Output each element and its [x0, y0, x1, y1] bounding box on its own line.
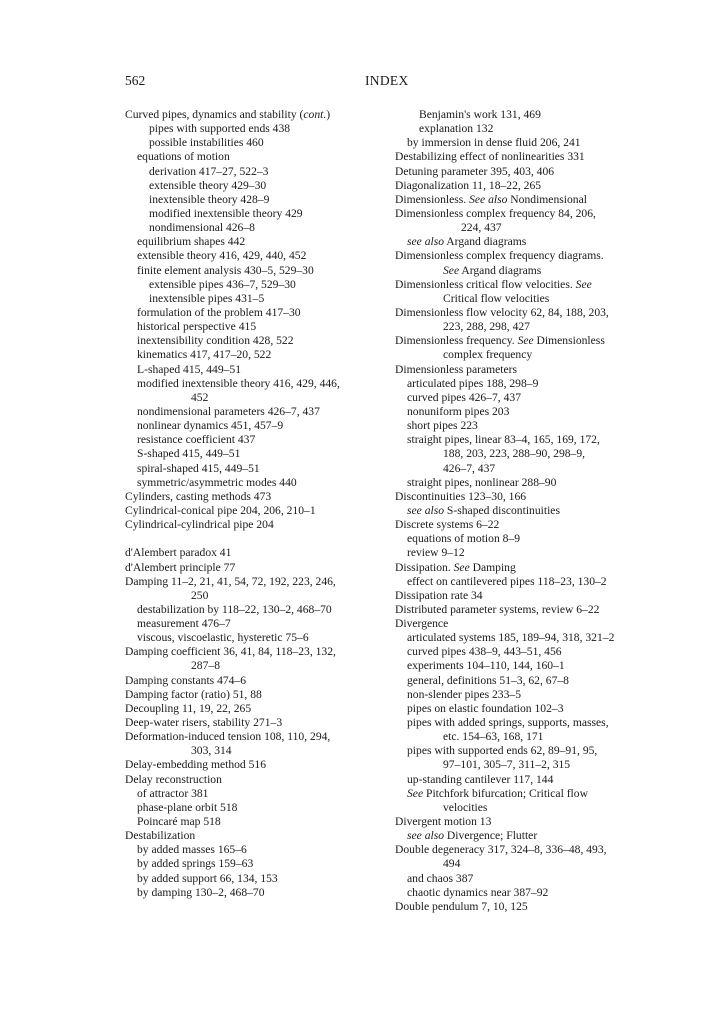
index-entry: Decoupling 11, 19, 22, 265	[125, 701, 252, 715]
index-subentry: Benjamin's work 131, 469	[419, 108, 541, 121]
index-entry-continuation: 223, 288, 298, 427	[443, 320, 530, 334]
index-subentry: articulated systems 185, 189–94, 318, 321–2	[407, 631, 615, 645]
index-entry: Dimensionless parameters	[395, 362, 518, 376]
index-entry-continuation: 224, 437	[461, 221, 502, 235]
index-subentry: extensible theory 429–30	[149, 178, 267, 192]
index-subentry: extensible pipes 436–7, 529–30	[149, 277, 296, 291]
index-subentry: review 9–12	[407, 546, 465, 560]
index-subentry: chaotic dynamics near 387–92	[407, 885, 549, 899]
index-subentry: non-slender pipes 233–5	[407, 687, 521, 701]
index-subentry: see also S-shaped discontinuities	[407, 503, 560, 517]
index-subentry: Poincaré map 518	[137, 815, 221, 829]
index-subentry: modified inextensible theory 416, 429, 446,	[137, 376, 340, 390]
index-subentry: effect on cantilevered pipes 118–23, 130–2	[407, 574, 607, 588]
index-subentry: inextensible pipes 431–5	[149, 291, 265, 305]
index-entry: Curved pipes, dynamics and stability (cont.)	[125, 108, 331, 121]
index-entry: Discrete systems 6–22	[395, 518, 500, 532]
index-column-left	[125, 108, 390, 900]
index-entry: Diagonalization 11, 18–22, 265	[395, 178, 542, 192]
index-subentry: pipes with added springs, supports, masses,	[407, 716, 609, 730]
index-subentry: finite element analysis 430–5, 529–30	[137, 263, 314, 277]
index-subentry: possible instabilities 460	[149, 136, 264, 150]
index-entry: Damping constants 474–6	[125, 673, 247, 687]
index-entry: Dimensionless complex frequency diagrams.	[395, 249, 604, 263]
index-subentry: experiments 104–110, 144, 160–1	[407, 659, 565, 673]
index-entry: Detuning parameter 395, 403, 406	[395, 164, 555, 178]
index-subentry: inextensible theory 428–9	[149, 192, 270, 206]
index-entry-continuation: Critical flow velocities	[443, 291, 550, 305]
index-subentry: general, definitions 51–3, 62, 67–8	[407, 673, 569, 687]
index-entry: Divergence	[395, 617, 449, 631]
index-subentry: by added support 66, 134, 153	[137, 871, 278, 885]
index-subentry: extensible theory 416, 429, 440, 452	[137, 249, 307, 263]
index-subentry: by added masses 165–6	[137, 843, 247, 857]
index-subentry: straight pipes, nonlinear 288–90	[407, 475, 557, 489]
index-subentry: nonlinear dynamics 451, 457–9	[137, 419, 284, 433]
index-subentry: curved pipes 438–9, 443–51, 456	[407, 645, 562, 659]
index-subentry: and chaos 387	[407, 871, 474, 885]
running-head: INDEX	[365, 73, 409, 88]
index-subentry: see also Divergence; Flutter	[407, 829, 538, 843]
index-entry: Cylinders, casting methods 473	[125, 489, 272, 503]
index-entry-continuation: 250	[191, 588, 209, 602]
index-subentry: formulation of the problem 417–30	[137, 305, 301, 319]
index-entry-continuation: 426–7, 437	[443, 461, 496, 475]
index-spacer	[125, 532, 390, 546]
index-subentry: historical perspective 415	[137, 320, 257, 334]
index-entry: Dissipation. See Damping	[395, 560, 516, 574]
index-subentry: symmetric/asymmetric modes 440	[137, 475, 297, 489]
index-subentry: L-shaped 415, 449–51	[137, 362, 242, 376]
index-subentry: equations of motion 8–9	[407, 532, 521, 546]
index-subentry: See Pitchfork bifurcation; Critical flow	[407, 786, 588, 800]
index-subentry: pipes with supported ends 438	[149, 122, 291, 136]
page-number: 562	[125, 73, 146, 88]
index-entry: Destabilization	[125, 829, 196, 843]
index-subentry: by damping 130–2, 468–70	[137, 885, 265, 899]
index-entry: Damping factor (ratio) 51, 88	[125, 687, 262, 701]
index-entry: Dimensionless critical flow velocities. See	[395, 277, 592, 291]
index-entry: Delay reconstruction	[125, 772, 222, 786]
index-entry: Discontinuities 123–30, 166	[395, 489, 527, 503]
index-entry: Double pendulum 7, 10, 125	[395, 899, 528, 913]
index-entry: d'Alembert paradox 41	[125, 546, 232, 560]
index-subentry: nondimensional 426–8	[149, 221, 255, 235]
index-subentry: derivation 417–27, 522–3	[149, 164, 269, 178]
index-subentry: modified inextensible theory 429	[149, 206, 303, 220]
index-subentry: by immersion in dense fluid 206, 241	[407, 136, 581, 150]
index-subentry: curved pipes 426–7, 437	[407, 390, 521, 404]
index-subentry: phase-plane orbit 518	[137, 800, 238, 814]
index-entry-continuation: velocities	[443, 800, 488, 814]
index-subentry: S-shaped 415, 449–51	[137, 447, 241, 461]
index-subentry: by added springs 159–63	[137, 857, 254, 871]
index-entry: Deep-water risers, stability 271–3	[125, 716, 283, 730]
index-subentry: nonuniform pipes 203	[407, 404, 510, 418]
index-entry-continuation: 303, 314	[191, 744, 232, 758]
index-entry: Dimensionless frequency. See Dimensionless	[395, 334, 605, 348]
index-subentry: equations of motion	[137, 150, 230, 164]
index-entry: Dimensionless complex frequency 84, 206,	[395, 206, 596, 220]
index-entry: Distributed parameter systems, review 6–22	[395, 602, 600, 616]
index-entry-continuation: complex frequency	[443, 348, 533, 362]
index-subentry: up-standing cantilever 117, 144	[407, 772, 554, 786]
index-entry-continuation: 452	[191, 390, 209, 404]
index-entry-continuation: etc. 154–63, 168, 171	[443, 730, 544, 744]
index-entry: Damping coefficient 36, 41, 84, 118–23, 132,	[125, 645, 336, 659]
index-subentry: inextensibility condition 428, 522	[137, 334, 294, 348]
index-entry: d'Alembert principle 77	[125, 560, 236, 574]
index-subentry: straight pipes, linear 83–4, 165, 169, 172,	[407, 433, 600, 447]
index-subentry: pipes with supported ends 62, 89–91, 95,	[407, 744, 598, 758]
index-entry: Cylindrical-cylindrical pipe 204	[125, 518, 274, 532]
index-subentry: of attractor 381	[137, 786, 209, 800]
index-column-right	[395, 108, 665, 914]
index-subentry: measurement 476–7	[137, 617, 231, 631]
index-subentry: spiral-shaped 415, 449–51	[137, 461, 260, 475]
index-subentry: viscous, viscoelastic, hysteretic 75–6	[137, 631, 309, 645]
index-subentry: see also Argand diagrams	[407, 235, 527, 249]
index-entry: Delay-embedding method 516	[125, 758, 267, 772]
index-entry: Dissipation rate 34	[395, 588, 483, 602]
index-entry: Damping 11–2, 21, 41, 54, 72, 192, 223, 246,	[125, 574, 336, 588]
index-subentry: destabilization by 118–22, 130–2, 468–70	[137, 602, 332, 616]
index-subentry: nondimensional parameters 426–7, 437	[137, 404, 320, 418]
index-entry: Dimensionless. See also Nondimensional	[395, 192, 587, 206]
index-entry-continuation: 97–101, 305–7, 311–2, 315	[443, 758, 571, 772]
index-subentry: equilibrium shapes 442	[137, 235, 246, 249]
index-subentry: kinematics 417, 417–20, 522	[137, 348, 272, 362]
index-subentry: resistance coefficient 437	[137, 433, 256, 447]
index-subentry: short pipes 223	[407, 419, 478, 433]
index-subentry: articulated pipes 188, 298–9	[407, 376, 539, 390]
index-entry-continuation: 188, 203, 223, 288–90, 298–9,	[443, 447, 586, 461]
index-entry-continuation: See Argand diagrams	[443, 263, 542, 277]
index-entry: Cylindrical-conical pipe 204, 206, 210–1	[125, 503, 316, 517]
index-entry: Divergent motion 13	[395, 815, 492, 829]
index-entry-continuation: 287–8	[191, 659, 220, 673]
index-entry: Deformation-induced tension 108, 110, 294,	[125, 730, 331, 744]
index-entry-continuation: 494	[443, 857, 461, 871]
index-entry: Dimensionless flow velocity 62, 84, 188, 203,	[395, 305, 609, 319]
index-entry: Destabilizing effect of nonlinearities 331	[395, 150, 585, 164]
index-entry: Double degeneracy 317, 324–8, 336–48, 493,	[395, 843, 607, 857]
index-subentry: pipes on elastic foundation 102–3	[407, 701, 564, 715]
index-subentry: explanation 132	[419, 122, 494, 136]
